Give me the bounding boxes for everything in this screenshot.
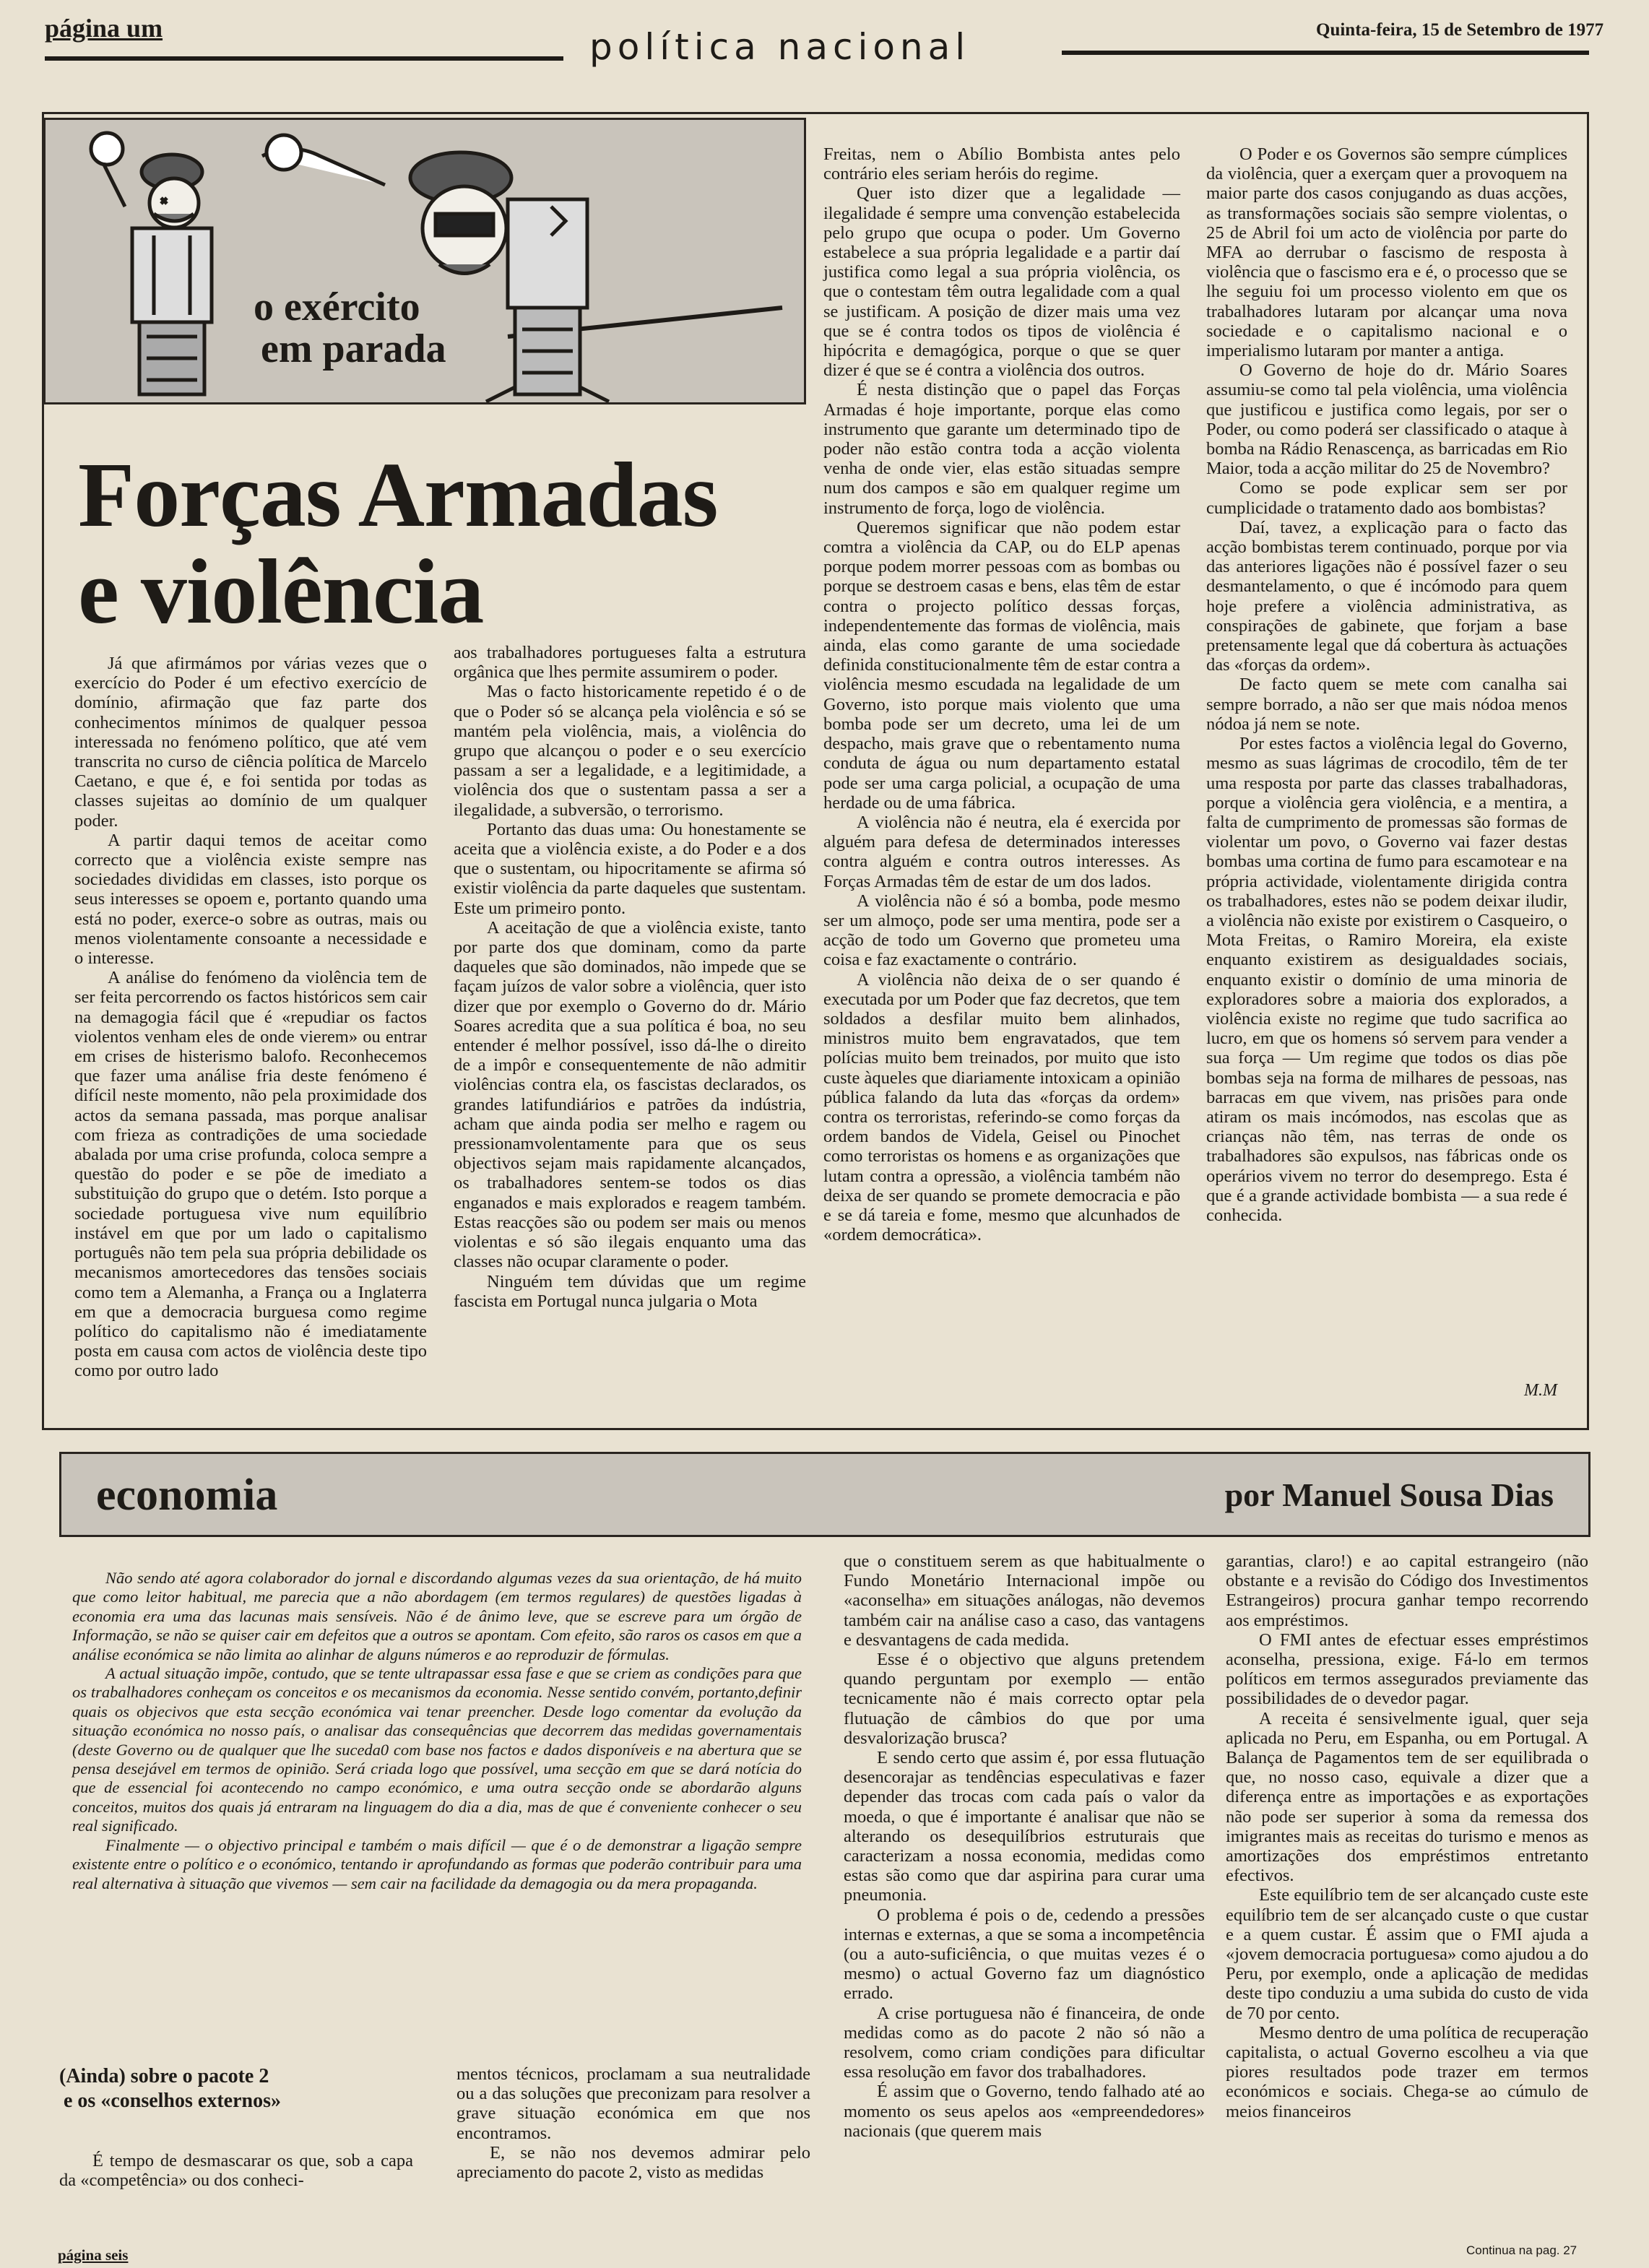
- paragraph: A violência não deixa de o ser quando é executada por um Poder que faz decretos, que tem soldados a desfilar muito bem alinhados, ministros muito bem engravatados, que tem polícias muito bem treinados, por muito que isto custe àqueles que diariamente intoxicam a opinião pública falando da luta das «forças da ordem» contra os terroristas, referindo-se como forças da ordem bandos de Videla, Geisel ou Pinochet como terroristas os homens e as organizações que lutam contra a opressão, a violência também não deixa de ser quando se promete democracia e pão e se dá tareia e fome, mesmo que alcunhados de «ordem democrática».: [823, 969, 1180, 1245]
- headline-line2: e violência: [78, 540, 484, 643]
- paragraph: aos trabalhadores portugueses falta a estrutura orgânica que lhes permite assumirem o poder.: [454, 643, 806, 683]
- masthead-page-label: página um: [45, 14, 163, 43]
- paragraph: Finalmente — o objectivo principal e também o mais difícil — que é o de demonstrar a ligação sempre existente entre o político e o económico, tentando ir aprofundando as formas que poderão contribuir para uma real alternativa à situação que vivemos — sem cair na facilidade da demagogia ou da mera propaganda.: [72, 1835, 802, 1892]
- paragraph: Ninguém tem dúvidas que um regime fascista em Portugal nunca julgaria o Mota: [454, 1271, 806, 1311]
- paragraph: Freitas, nem o Abílio Bombista antes pelo contrário eles seriam heróis do regime.: [823, 144, 1180, 184]
- economia-intro: [72, 1569, 802, 1893]
- economia-byline: por Manuel Sousa Dias: [1224, 1476, 1554, 1513]
- economia-title: economia: [96, 1471, 278, 1520]
- paragraph: Portanto das duas uma: Ou honestamente se aceita que a violência existe, a do Poder e a dos que o sustentam, ou hipocritamente se afirma só existir violência da parte daqueles que sustentam. Este um primeiro ponto.: [454, 819, 806, 918]
- paragraph: E, se não nos devemos admirar pelo apreciamento do pacote 2, visto as medidas: [456, 2142, 810, 2183]
- paragraph: garantias, claro!) e ao capital estrangeiro (não obstante e a revisão do Código dos Investimentos Estrangeiros) procura ganhar tempo recorrendo aos empréstimos.: [1226, 1551, 1588, 1630]
- footer-page-label: página seis: [58, 2246, 129, 2264]
- paragraph: A análise do fenómeno da violência tem de ser feita percorrendo os factos históricos sem cair na demagogia fácil que é «repudiar os factos violentos venham eles de onde vierem» ou entrar em crises de histerismo balofo. Reconhecemos que fazer uma análise fria deste fenómeno é difícil neste momento, não pela proximidade dos actos da semana passada, mas porque analisar com frieza as contradições de uma sociedade abalada por uma crise profunda, coloca sempre a questão do poder e se põe de imediato a substituição do grupo que o detém. Isto porque a sociedade portuguesa vive num equilíbrio instável em que por um lado o capitalismo português não tem pela sua própria debilidade os mecanismos amortecedores das tensões sociais como tem a Alemanha, a França ou a Inglaterra em que a democracia burguesa como regime político do capitalismo não é imediatamente posta em causa com actos de violência deste tipo como por outro lado: [74, 968, 427, 1381]
- paragraph: E sendo certo que assim é, por essa flutuação desencorajar as tendências especulativas e fazer depender das trocas com cada país o valor da moeda, o que é importante é analisar que não se alterando os desequilíbrios estruturais que caracterizam a nossa economia, medidas como estas são como que dar aspirina para curar uma pneumonia.: [844, 1748, 1205, 1905]
- section-title: política nacional: [589, 26, 971, 68]
- paragraph: Mesmo dentro de uma política de recuperação capitalista, o actual Governo escolheu a via que piores resultados pode trazer em termos económicos e sociais. Chega-se ao cúmulo de meios financeiros: [1226, 2022, 1588, 2121]
- pacote-subhead-line1: (Ainda) sobre o pacote 2: [59, 2065, 269, 2087]
- article-column-3: [823, 144, 1180, 1245]
- paragraph: que o constituem serem as que habitualmente o Fundo Monetário Internacional impõe ou «aconselha» em situações análogas, não devemos também cair na análise caso a caso, das vantagens e desvantagens de cada medida.: [844, 1551, 1205, 1650]
- economia-column-1: [59, 2151, 413, 2190]
- paragraph: Como se pode explicar sem ser por cumplicidade o tratamento dado aos bombistas?: [1206, 478, 1567, 518]
- paragraph: A aceitação de que a violência existe, tanto por parte dos que dominam, como da parte daqueles que são dominados, não impede que se façam juízos de valor sobre a violência, quer isto dizer que por exemplo o Governo do dr. Mário Soares acredita que a sua política é boa, no seu entender é melhor possível, isso dá-lhe o direito de a impôr e consequentemente de não admitir violências contra ela, os fascistas declarados, os grandes latifundiários e patrões da indústria, acham que ainda podia ser melho e ragem ou pressionamvolentamente para que os seus objectivos sejam mais rapidamente alcançados, os trabalhadores sentem-se todos os dias enganados e mais explorados e reagem também. Estas reacções são ou podem ser mais ou menos violentas e só são ilegais enquanto uma das classes não ocupar claramente o poder.: [454, 917, 806, 1272]
- paragraph: O Governo de hoje do dr. Mário Soares assumiu-se como tal pela violência, uma violência que justificou e justifica como legais, por ser o Poder, ou como poderá ser classificado o ataque à bomba na Rádio Renascença, as barricadas em Rio Maior, toda a acção militar do 25 de Novembro?: [1206, 360, 1567, 479]
- paragraph: Queremos significar que não podem estar comtra a violência da CAP, ou do ELP apenas porque podem morrer pessoas com as bombas ou porque se destroem casas e bens, elas têm de estar contra o projecto político dessas forças, independentemente das formas de violência, mais ainda, elas como garante de uma sociedade definida constitucionalmente têm de estar contra a violência mesmo escudada na legalidade de um Governo, isto porque mais violento que uma bomba pode ser um decreto, uma lei de um despacho, mais grave que o rebentamento numa conduta de água ou num departamento estatal pode ser uma carga policial, a ocupação de uma herdade ou de uma fábrica.: [823, 517, 1180, 813]
- paragraph: Não sendo até agora colaborador do jornal e discordando algumas vezes da sua orientação, de há muito que como leitor habitual, me parecia que a não abordagem (em termos regulares) de questões ligadas à economia era uma das lacunas mais sensíveis. Não é de ânimo leve, que se escreve para um órgão de Informação, se não se quiser cair em defeitos que a outros se apontam. Com efeito, são raros os casos em que a análise económica se não limita ao alinhar de alguns números e ao reproduzir de fórmulas.: [72, 1569, 802, 1663]
- headline-line1: Forças Armadas: [78, 443, 718, 546]
- paragraph: Mas o facto historicamente repetido é o de que o Poder só se alcança pela violência e só se mantém pela violência, mais, a violência do grupo que alcançou o poder e o seu exercício passam a ser a legalidade, e a legitimidade, a violência dos que o sustentam passa a ser a ilegalidade, a subversão, o terrorismo.: [454, 682, 806, 820]
- article-column-2: [454, 643, 806, 1311]
- economia-column-4: [1226, 1551, 1588, 2121]
- paragraph: O FMI antes de efectuar esses empréstimos aconselha, pressiona, exige. Fá-lo em termos políticos em termos assegurados previamente das possibilidades de o devedor pagar.: [1226, 1629, 1588, 1709]
- paragraph: De facto quem se mete com canalha sai sempre borrado, a não ser que mais nódoa menos nódoa já nem se note.: [1206, 675, 1567, 734]
- paragraph: É tempo de desmascarar os que, sob a capa da «competência» ou dos conheci-: [59, 2151, 413, 2191]
- paragraph: A receita é sensivelmente igual, quer seja aplicada no Peru, em Espanha, ou em Portugal. A Balança de Pagamentos tem de ser equilibrada o que, no nosso caso, equivale a dizer que a diferença entre as importações e as exportações não pode ser superior à soma da remessa dos imigrantes mais as receitas do turismo e menos as amortizações dos empréstimos entretanto efectivos.: [1226, 1708, 1588, 1886]
- paragraph: O Poder e os Governos são sempre cúmplices da violência, quer a exerçam quer a provoquem na maior parte dos casos conjugando as duas acções, as transformações sociais são sempre violentas, o 25 de Abril foi um acto de violência por parte do MFA ao derrubar o fascismo de resposta à violência que o fascismo era e é, o processo que se lhe seguiu foi um processo violento em que os trabalhadores lutaram por alcançar uma nova sociedade e o capitalismo nacional e o imperialismo lutaram por manter a antiga.: [1206, 144, 1567, 361]
- article-column-4: [1206, 144, 1567, 1225]
- article-signature: M.M: [1524, 1381, 1557, 1400]
- paragraph: O problema é pois o de, cedendo a pressões internas e externas, a que se soma a incompetência (ou a auto-suficiência, o que muitas vezes é o mesmo) o actual Governo faz um diagnóstico errado.: [844, 1905, 1205, 2004]
- paragraph: A actual situação impõe, contudo, que se tente ultrapassar essa fase e que se criem as condições para que os trabalhadores conheçam os conceitos e os mecanismos da economia. Nesse sentido convém, portanto,definir quais os objecivos que esta secção económica vai tenar preencher. Desde logo comentar da evolução da situação económica no nosso país, o analisar das consequências que decorrem das medidas governamentais (deste Governo ou de qualquer que lhe suceda0 com base nos factos e dados disponíveis e na abertura que se pensa desejável em termos de opinião. Será criada logo que possível, uma secção em que se dará notícia do que de essencial foi acontecendo no campo económico, e uma outra secção onde se abordarão alguns conceitos, muitos dos quais já entraram na linguagem do dia a dia, mas de que é conveniente conhecer o seu real significado.: [72, 1664, 802, 1835]
- economia-column-3: [844, 1551, 1205, 2141]
- economia-header-bar: [59, 1452, 1590, 1537]
- article-column-1: [74, 654, 427, 1381]
- masthead-rule-left: [45, 56, 563, 61]
- paragraph: É assim que o Governo, tendo falhado até ao momento os seus apelos aos «empreendedores» nacionais (que querem mais: [844, 2082, 1205, 2141]
- issue-date: Quinta-feira, 15 de Setembro de 1977: [1316, 20, 1604, 40]
- paragraph: Daí, tavez, a explicação para o facto das acção bombistas terem continuado, porque por via das anteriores ligações não é possível fazer o seu desmantelamento, o que é incómodo para quem hoje prefere a violência administrativa, as conspirações de gabinete, que forjam a base pretensamente legal que dá cobertura às actuações das «forças da ordem».: [1206, 517, 1567, 675]
- cartoon-caption-line2: em parada: [261, 326, 446, 371]
- cartoon-caption-line1: o exército: [254, 285, 420, 329]
- pacote-subhead-line2: e os «conselhos externos»: [64, 2090, 281, 2112]
- continued-on-page: Continua na pag. 27: [1466, 2243, 1577, 2257]
- paragraph: Esse é o objectivo que alguns pretendem quando perguntam por exemplo — então tecnicamente não é mais correcto optar pela flutuação de câmbios do que por uma desvalorização brusca?: [844, 1650, 1205, 1748]
- paragraph: A partir daqui temos de aceitar como correcto que a violência existe sempre nas sociedades divididas em classes, isto porque os seus interesses se opoem e, portanto quando uma está no poder, exerce-o sobre as outras, mais ou menos violentamente consoante a necessidade e o interesse.: [74, 830, 427, 969]
- paragraph: Quer isto dizer que a legalidade — ilegalidade é sempre uma convenção estabelecida pelo grupo que ocupa o poder. Um Governo estabelece a sua própria legalidade e a partir daí justifica como legal a sua própria violência, os que o contestam têm outra legalidade com a qual se justificam. A posição de dizer mais uma vez que se é contra todos os tipos de violência é hipócrita e demagógica, porque o que se quer dizer é que se é contra a violência dos outros.: [823, 183, 1180, 381]
- paragraph: A violência não é só a bomba, pode mesmo ser um almoço, pode ser uma mentira, pode ser a acção de todo um Governo que prometeu uma coisa e faz exactamente o contrário.: [823, 891, 1180, 970]
- paragraph: A crise portuguesa não é financeira, de onde medidas como as do pacote 2 não só não a resolvem, como criam condições para dificultar essa resolução em favor dos trabalhadores.: [844, 2003, 1205, 2082]
- paragraph: Por estes factos a violência legal do Governo, mesmo as suas lágrimas de crocodilo, têm de ter uma resposta por parte das classes trabalhadoras, porque a violência gera violência, e a mentira, a falta de cumprimento de promessas são formas de violentar um povo, o Governo vai fazer destas bombas uma cortina de fumo para escamotear e na própria actividade, violentamente dirigida contra os trabalhadores, estes não se podem deixar iludir, a violência não existe por existirem o Casqueiro, o Mota Freitas, o Ramiro Moreira, ela existe enquanto existirem as desigualdades sociais, enquanto existir o domínio de uma minoria de exploradores sobre a maioria dos explorados, a violência existe no regime que tudo sacrifica ao lucro, em que os homens só servem para vender a sua força — Um regime que todos os dias põe bombas seja na forma de milhares de pessoas, nas barracas em que vivem, nas prisões para onde atiram os mais incómodos, nas escolas que as crianças não têm, nas terras de onde os trabalhadores são expulsos, nas fábricas onde os operários vivem no terror do desemprego. Esta é que é a grande actividade bombista — a sua rede é conhecida.: [1206, 734, 1567, 1225]
- masthead-rule-right: [1062, 51, 1589, 55]
- paragraph: Este equilíbrio tem de ser alcançado custe este equilíbrio tem de ser alcançado custe o que custar e a quem custar. É assim que o FMI ajuda a «jovem democracia portuguesa» como ajudou a do Peru, por exemplo, onde a aplicação de medidas deste tipo conduziu a uma subida do custo de vida de 70 por cento.: [1226, 1885, 1588, 2023]
- cartoon-panel: [43, 118, 806, 404]
- paragraph: A violência não é neutra, ela é exercida por alguém para defesa de determinados interesses contra alguém e contra outros interesses. As Forças Armadas têm de estar de um dos lados.: [823, 812, 1180, 891]
- paragraph: mentos técnicos, proclamam a sua neutralidade ou a das soluções que preconizam para resolver a grave situação económica em que nos encontramos.: [456, 2064, 810, 2143]
- paragraph: Já que afirmámos por várias vezes que o exercício do Poder é um efectivo exercício de domínio, afirmação que faz parte dos conhecimentos mínimos de qualquer pessoa interessada no fenómeno político, que até vem transcrita no curso de ciência política de Marcelo Caetano, e que é, e foi sentida por todas as classes sujeitas ao domínio de um qualquer poder.: [74, 654, 427, 831]
- economia-column-2: [456, 2064, 810, 2182]
- paragraph: É nesta distinção que o papel das Forças Armadas é hoje importante, porque elas como instrumento que garante um determinado tipo de poder não estão contra toda a acção violenta venha de onde vier, elas estão situadas sempre num dos campos e são em qualquer regime um instrumento de força, logo de violência.: [823, 380, 1180, 518]
- economia-lower-left: [59, 2064, 420, 2190]
